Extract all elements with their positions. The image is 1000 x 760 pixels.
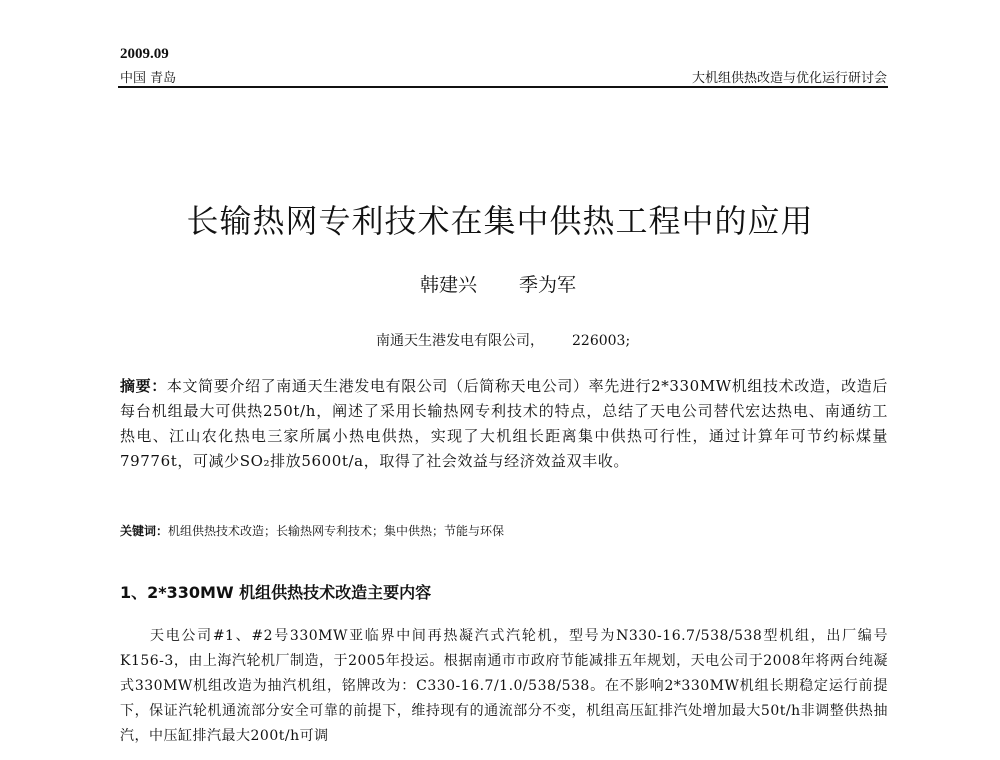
affiliation-name: 南通天生港发电有限公司， bbox=[376, 333, 544, 349]
header-place: 中国 青岛 bbox=[120, 71, 177, 86]
header-rule bbox=[118, 86, 888, 88]
header-conference: 大机组供热改造与优化运行研讨会 bbox=[691, 71, 887, 86]
body-paragraph: 天电公司#1、#2号330MW亚临界中间再热凝汽式汽轮机，型号为N330-16.7/538/538型机组，出厂编号K156-3，由上海汽轮机厂制造，于2005年投运。根据南通市市政府节能减排五年规划，天电公司于2008年将两台纯凝式330MW机组改造为抽汽机组，铭牌改为：C330-16.7/1.0/538/538。在不影响2*330MW机组长期稳定运行前提下，保证汽轮机通流部分安全可靠的前提下，维持现有的通流部分不变，机组高压缸排汽处增加最大50t/h非调整供热抽汽，中压缸排汽最大200t/h可调 bbox=[120, 628, 888, 744]
keywords bbox=[120, 522, 504, 539]
keywords-text: 机组供热技术改造；长输热网专利技术；集中供热；节能与环保 bbox=[168, 524, 505, 538]
paper-title: 长输热网专利技术在集中供热工程中的应用 bbox=[186, 202, 814, 240]
abstract bbox=[120, 374, 888, 474]
section-body bbox=[120, 624, 888, 749]
author-1: 韩建兴 bbox=[420, 274, 478, 296]
affiliation bbox=[376, 330, 630, 350]
author-list bbox=[420, 270, 576, 297]
abstract-label: 摘要： bbox=[120, 377, 167, 395]
header-date: 2009.09 bbox=[120, 46, 169, 62]
affiliation-postcode: 226003; bbox=[572, 333, 631, 349]
keywords-label: 关键词： bbox=[120, 524, 169, 538]
section-heading: 1、2*330MW 机组供热技术改造主要内容 bbox=[120, 583, 432, 602]
abstract-text: 本文简要介绍了南通天生港发电有限公司（后简称天电公司）率先进行2*330MW机组技术改造，改造后每台机组最大可供热250t/h，阐述了采用长输热网专利技术的特点，总结了天电公司替代宏达热电、南通纺工热电、江山农化热电三家所属小热电供热，实现了大机组长距离集中供热可行性，通过计算年可节约标煤量79776t，可减少SO₂排放5600t/a，取得了社会效益与经济效益双丰收。 bbox=[120, 377, 888, 470]
author-2: 季为军 bbox=[519, 274, 577, 296]
